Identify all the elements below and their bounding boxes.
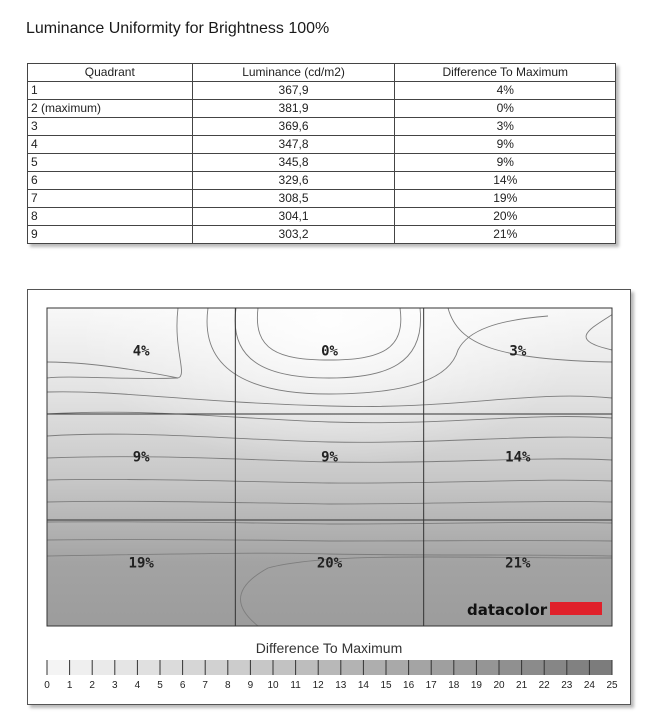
legend-tick-label: 11 [290, 680, 301, 691]
logo-bar [550, 602, 602, 615]
table-row [28, 190, 616, 208]
difference-cell: 0% [395, 100, 616, 118]
legend-swatch [137, 660, 160, 675]
table-row [28, 208, 616, 226]
legend-swatch [250, 660, 273, 675]
luminance-table [27, 63, 616, 244]
legend-swatch [476, 660, 499, 675]
legend-swatch [205, 660, 228, 675]
legend-swatch [386, 660, 409, 675]
legend-tick-label: 25 [606, 680, 618, 691]
legend-tick-label: 1 [66, 680, 73, 691]
legend-tick-label: 19 [470, 680, 482, 691]
table-row [28, 100, 616, 118]
legend-swatch [115, 660, 138, 675]
legend-swatch [589, 660, 612, 675]
legend-tick-label: 20 [493, 680, 505, 691]
column-header-quadrant: Quadrant [28, 64, 193, 82]
table-row [28, 82, 616, 100]
cell-label: 21% [505, 555, 531, 572]
uniformity-chart-panel [27, 289, 631, 705]
difference-cell: 9% [395, 136, 616, 154]
legend-tick-label: 3 [112, 680, 118, 691]
legend-swatch [454, 660, 477, 675]
legend-swatch [522, 660, 545, 675]
logo-text: datacolor [467, 601, 548, 619]
legend-swatch [70, 660, 93, 675]
difference-cell: 21% [395, 226, 616, 244]
quadrant-cell: 8 [28, 208, 193, 226]
uniformity-heatmap [28, 290, 630, 704]
difference-cell: 19% [395, 190, 616, 208]
legend-swatch [228, 660, 251, 675]
difference-cell: 9% [395, 154, 616, 172]
cell-label: 19% [128, 555, 154, 572]
difference-cell: 20% [395, 208, 616, 226]
legend-swatch [160, 660, 183, 675]
luminance-cell: 329,6 [192, 172, 395, 190]
legend-tick-label: 13 [335, 680, 347, 691]
table-row [28, 118, 616, 136]
quadrant-cell: 5 [28, 154, 193, 172]
legend-swatch [296, 660, 319, 675]
legend-tick-label: 15 [380, 680, 392, 691]
column-header-difference: Difference To Maximum [395, 64, 616, 82]
quadrant-cell: 2 (maximum) [28, 100, 193, 118]
legend-swatch [499, 660, 522, 675]
difference-cell: 4% [395, 82, 616, 100]
quadrant-cell: 1 [28, 82, 193, 100]
legend-tick-label: 14 [357, 680, 369, 691]
legend-swatch [363, 660, 386, 675]
legend-tick-label: 17 [425, 680, 437, 691]
legend-swatch [431, 660, 454, 675]
luminance-cell: 308,5 [192, 190, 395, 208]
difference-cell: 14% [395, 172, 616, 190]
legend-tick-label: 22 [538, 680, 550, 691]
legend-tick-label: 9 [247, 680, 254, 691]
legend-title: Difference To Maximum [255, 640, 403, 656]
legend-swatch [273, 660, 296, 675]
legend-tick-label: 5 [157, 680, 163, 691]
table-row [28, 226, 616, 244]
legend-swatch [92, 660, 115, 675]
legend-swatch [567, 660, 590, 675]
luminance-cell: 367,9 [192, 82, 395, 100]
luminance-cell: 345,8 [192, 154, 395, 172]
cell-label: 9% [321, 449, 338, 466]
luminance-cell: 381,9 [192, 100, 395, 118]
legend-tick-label: 6 [179, 680, 186, 691]
cell-label: 9% [132, 449, 150, 466]
legend-tick-label: 21 [516, 680, 528, 691]
luminance-cell: 303,2 [192, 226, 395, 244]
legend-tick-label: 7 [202, 680, 208, 691]
legend-swatch [183, 660, 206, 675]
difference-cell: 3% [395, 118, 616, 136]
luminance-cell: 369,6 [192, 118, 395, 136]
luminance-cell: 347,8 [192, 136, 395, 154]
quadrant-cell: 3 [28, 118, 193, 136]
legend-tick-label: 23 [561, 680, 573, 691]
legend-tick-label: 18 [448, 680, 460, 691]
legend-tick-label: 8 [225, 680, 231, 691]
quadrant-cell: 7 [28, 190, 193, 208]
table-header-row [28, 64, 616, 82]
legend-tick-label: 10 [267, 680, 279, 691]
legend-tick-label: 4 [134, 680, 141, 691]
legend-swatch [544, 660, 567, 675]
legend-tick-label: 0 [44, 680, 50, 691]
legend-swatch [318, 660, 341, 675]
legend-swatch [409, 660, 432, 675]
cell-label: 4% [132, 343, 150, 360]
cell-label: 14% [505, 449, 531, 466]
legend-tick-label: 24 [583, 680, 595, 691]
cell-label: 3% [509, 343, 527, 360]
legend-tick-label: 12 [312, 680, 324, 691]
table-row [28, 154, 616, 172]
luminance-cell: 304,1 [192, 208, 395, 226]
quadrant-cell: 4 [28, 136, 193, 154]
column-header-luminance: Luminance (cd/m2) [192, 64, 395, 82]
legend-swatch [47, 660, 70, 675]
quadrant-cell: 6 [28, 172, 193, 190]
cell-label: 0% [321, 343, 338, 360]
cell-label: 20% [316, 555, 343, 572]
table-row [28, 136, 616, 154]
page-title: Luminance Uniformity for Brightness 100% [26, 20, 330, 37]
quadrant-cell: 9 [28, 226, 193, 244]
legend-tick-label: 16 [403, 680, 415, 691]
legend-swatch [341, 660, 364, 675]
legend-tick-label: 2 [89, 680, 95, 691]
table-row [28, 172, 616, 190]
